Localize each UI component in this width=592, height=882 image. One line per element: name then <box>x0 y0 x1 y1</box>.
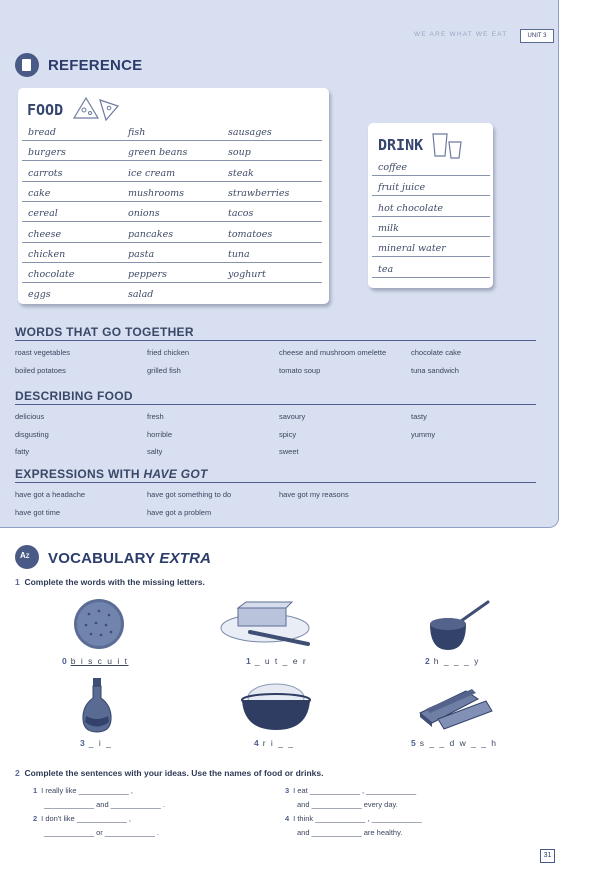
collocation: boiled potatoes <box>15 365 66 375</box>
collocation: fried chicken <box>147 348 190 357</box>
divider <box>15 340 536 341</box>
sentence-2-line-2[interactable]: ____________ or ____________ . <box>44 828 160 837</box>
collocation: tuna sandwich <box>411 365 459 375</box>
answer-2[interactable]: 2 h _ _ _ y <box>425 656 480 666</box>
food-item: burgers <box>28 147 66 159</box>
unit-badge: UNIT 3 <box>520 29 554 43</box>
food-item: salad <box>128 289 154 301</box>
adjective: salty <box>147 447 163 456</box>
adjective: spicy <box>279 429 297 439</box>
reference-title: REFERENCE <box>48 57 143 74</box>
oil-bottle-image <box>80 676 114 734</box>
drink-heading: DRINK <box>378 136 424 154</box>
expression: have got a problem <box>147 507 212 517</box>
answer-4[interactable]: 4 r i _ _ <box>254 738 295 748</box>
divider <box>15 404 536 405</box>
exercise-2-instruction: 2 Complete the sentences with your ideas. Use the names of food or drinks. <box>15 768 324 778</box>
ruled-line <box>372 175 490 176</box>
drink-item: hot chocolate <box>378 202 444 214</box>
ruled-line <box>372 216 490 217</box>
adjective: horrible <box>147 429 173 439</box>
ruled-line <box>372 236 490 237</box>
adjective: tasty <box>411 412 427 421</box>
drink-item: fruit juice <box>378 182 426 194</box>
ruled-line <box>372 195 490 196</box>
food-item: strawberries <box>228 187 290 199</box>
food-item: mushrooms <box>128 187 184 199</box>
exercise-1-instruction: 1 Complete the words with the missing letters. <box>15 577 205 587</box>
sandwich-image <box>416 683 496 731</box>
drink-item: milk <box>378 222 399 234</box>
butter-image <box>220 600 312 648</box>
ruled-line <box>22 221 322 222</box>
ruled-line <box>22 282 322 283</box>
food-item: green beans <box>128 147 188 159</box>
food-item: chicken <box>28 248 66 260</box>
adjective: fatty <box>15 447 30 456</box>
answer-0: 0 b i s c u i t <box>62 656 129 666</box>
sentence-3-line-1[interactable]: 3 I eat ____________ , ____________ <box>285 786 417 795</box>
book-icon <box>15 53 39 77</box>
expressions-title: EXPRESSIONS WITH HAVE GOT <box>15 467 208 481</box>
pizza-icon <box>72 96 122 122</box>
food-item: sausages <box>228 127 272 138</box>
expression: have got time <box>15 507 61 517</box>
food-heading: FOOD <box>27 101 64 119</box>
sentence-1-line-1[interactable]: 1 I really like ____________ , <box>33 786 133 795</box>
adjective: sweet <box>279 447 299 456</box>
food-item: cake <box>28 187 51 199</box>
food-item: pancakes <box>128 228 174 240</box>
sentence-1-line-2[interactable]: ____________ and ____________ . <box>44 800 165 809</box>
adjective: savoury <box>279 412 306 421</box>
expression: have got my reasons <box>279 490 349 499</box>
food-item: pasta <box>128 248 155 260</box>
answer-3[interactable]: 3 _ i _ <box>80 738 113 748</box>
expression: have got something to do <box>147 490 232 499</box>
food-item: chocolate <box>28 269 75 281</box>
biscuit-image <box>72 597 127 652</box>
sentence-3-line-2[interactable]: and ____________ every day. <box>297 800 398 809</box>
drink-item: tea <box>378 263 394 275</box>
food-item: peppers <box>128 269 167 281</box>
food-item: fish <box>128 127 146 138</box>
collocation: roast vegetables <box>15 348 71 357</box>
ruled-line <box>22 140 322 141</box>
expression: have got a headache <box>15 490 86 499</box>
sentence-2-line-1[interactable]: 2 I don't like ____________ , <box>33 814 132 823</box>
drink-item: mineral water <box>378 243 446 255</box>
ruled-line <box>22 181 322 182</box>
food-item: bread <box>28 127 56 138</box>
food-item: cheese <box>28 228 62 240</box>
food-item: eggs <box>28 289 51 301</box>
food-item: cereal <box>28 208 58 220</box>
ruled-line <box>372 277 490 278</box>
glasses-icon <box>431 130 465 160</box>
honey-image <box>426 596 494 652</box>
adjective: delicious <box>15 412 45 421</box>
unit-tagline: WE ARE WHAT WE EAT <box>414 31 508 38</box>
words-together-title: WORDS THAT GO TOGETHER <box>15 325 194 339</box>
az-icon: AZ <box>15 545 39 569</box>
collocation: grilled fish <box>147 365 181 375</box>
food-item: soup <box>228 147 251 159</box>
sentence-4-line-1[interactable]: 4 I think ____________ , ____________ <box>285 814 422 823</box>
answer-5[interactable]: 5 s _ _ d w _ _ h <box>411 738 498 748</box>
ruled-line <box>22 262 322 263</box>
food-item: tacos <box>228 208 254 220</box>
drink-item: coffee <box>378 162 408 173</box>
answer-1[interactable]: 1 _ u t _ e r <box>246 656 308 666</box>
vocab-extra-title: VOCABULARY EXTRA <box>48 550 212 567</box>
collocation: cheese and mushroom omelette <box>279 348 387 357</box>
sentence-4-line-2[interactable]: and ____________ are healthy. <box>297 828 403 837</box>
page-number: 31 <box>540 849 555 863</box>
adjective: fresh <box>147 412 164 421</box>
ruled-line <box>372 256 490 257</box>
adjective: yummy <box>411 429 436 439</box>
describing-title: DESCRIBING FOOD <box>15 389 133 403</box>
divider <box>15 482 536 483</box>
food-item: steak <box>228 167 254 179</box>
food-item: ice cream <box>128 167 176 179</box>
ruled-line <box>22 160 322 161</box>
food-item: yoghurt <box>228 269 266 281</box>
adjective: disgusting <box>15 429 49 439</box>
food-item: tomatoes <box>228 228 273 240</box>
collocation: tomato soup <box>279 365 321 375</box>
ruled-line <box>22 242 322 243</box>
food-item: carrots <box>28 167 63 179</box>
rice-bowl-image <box>240 680 312 732</box>
ruled-line <box>22 201 322 202</box>
food-item: onions <box>128 208 160 220</box>
collocation: chocolate cake <box>411 348 462 357</box>
food-item: tuna <box>228 248 250 260</box>
